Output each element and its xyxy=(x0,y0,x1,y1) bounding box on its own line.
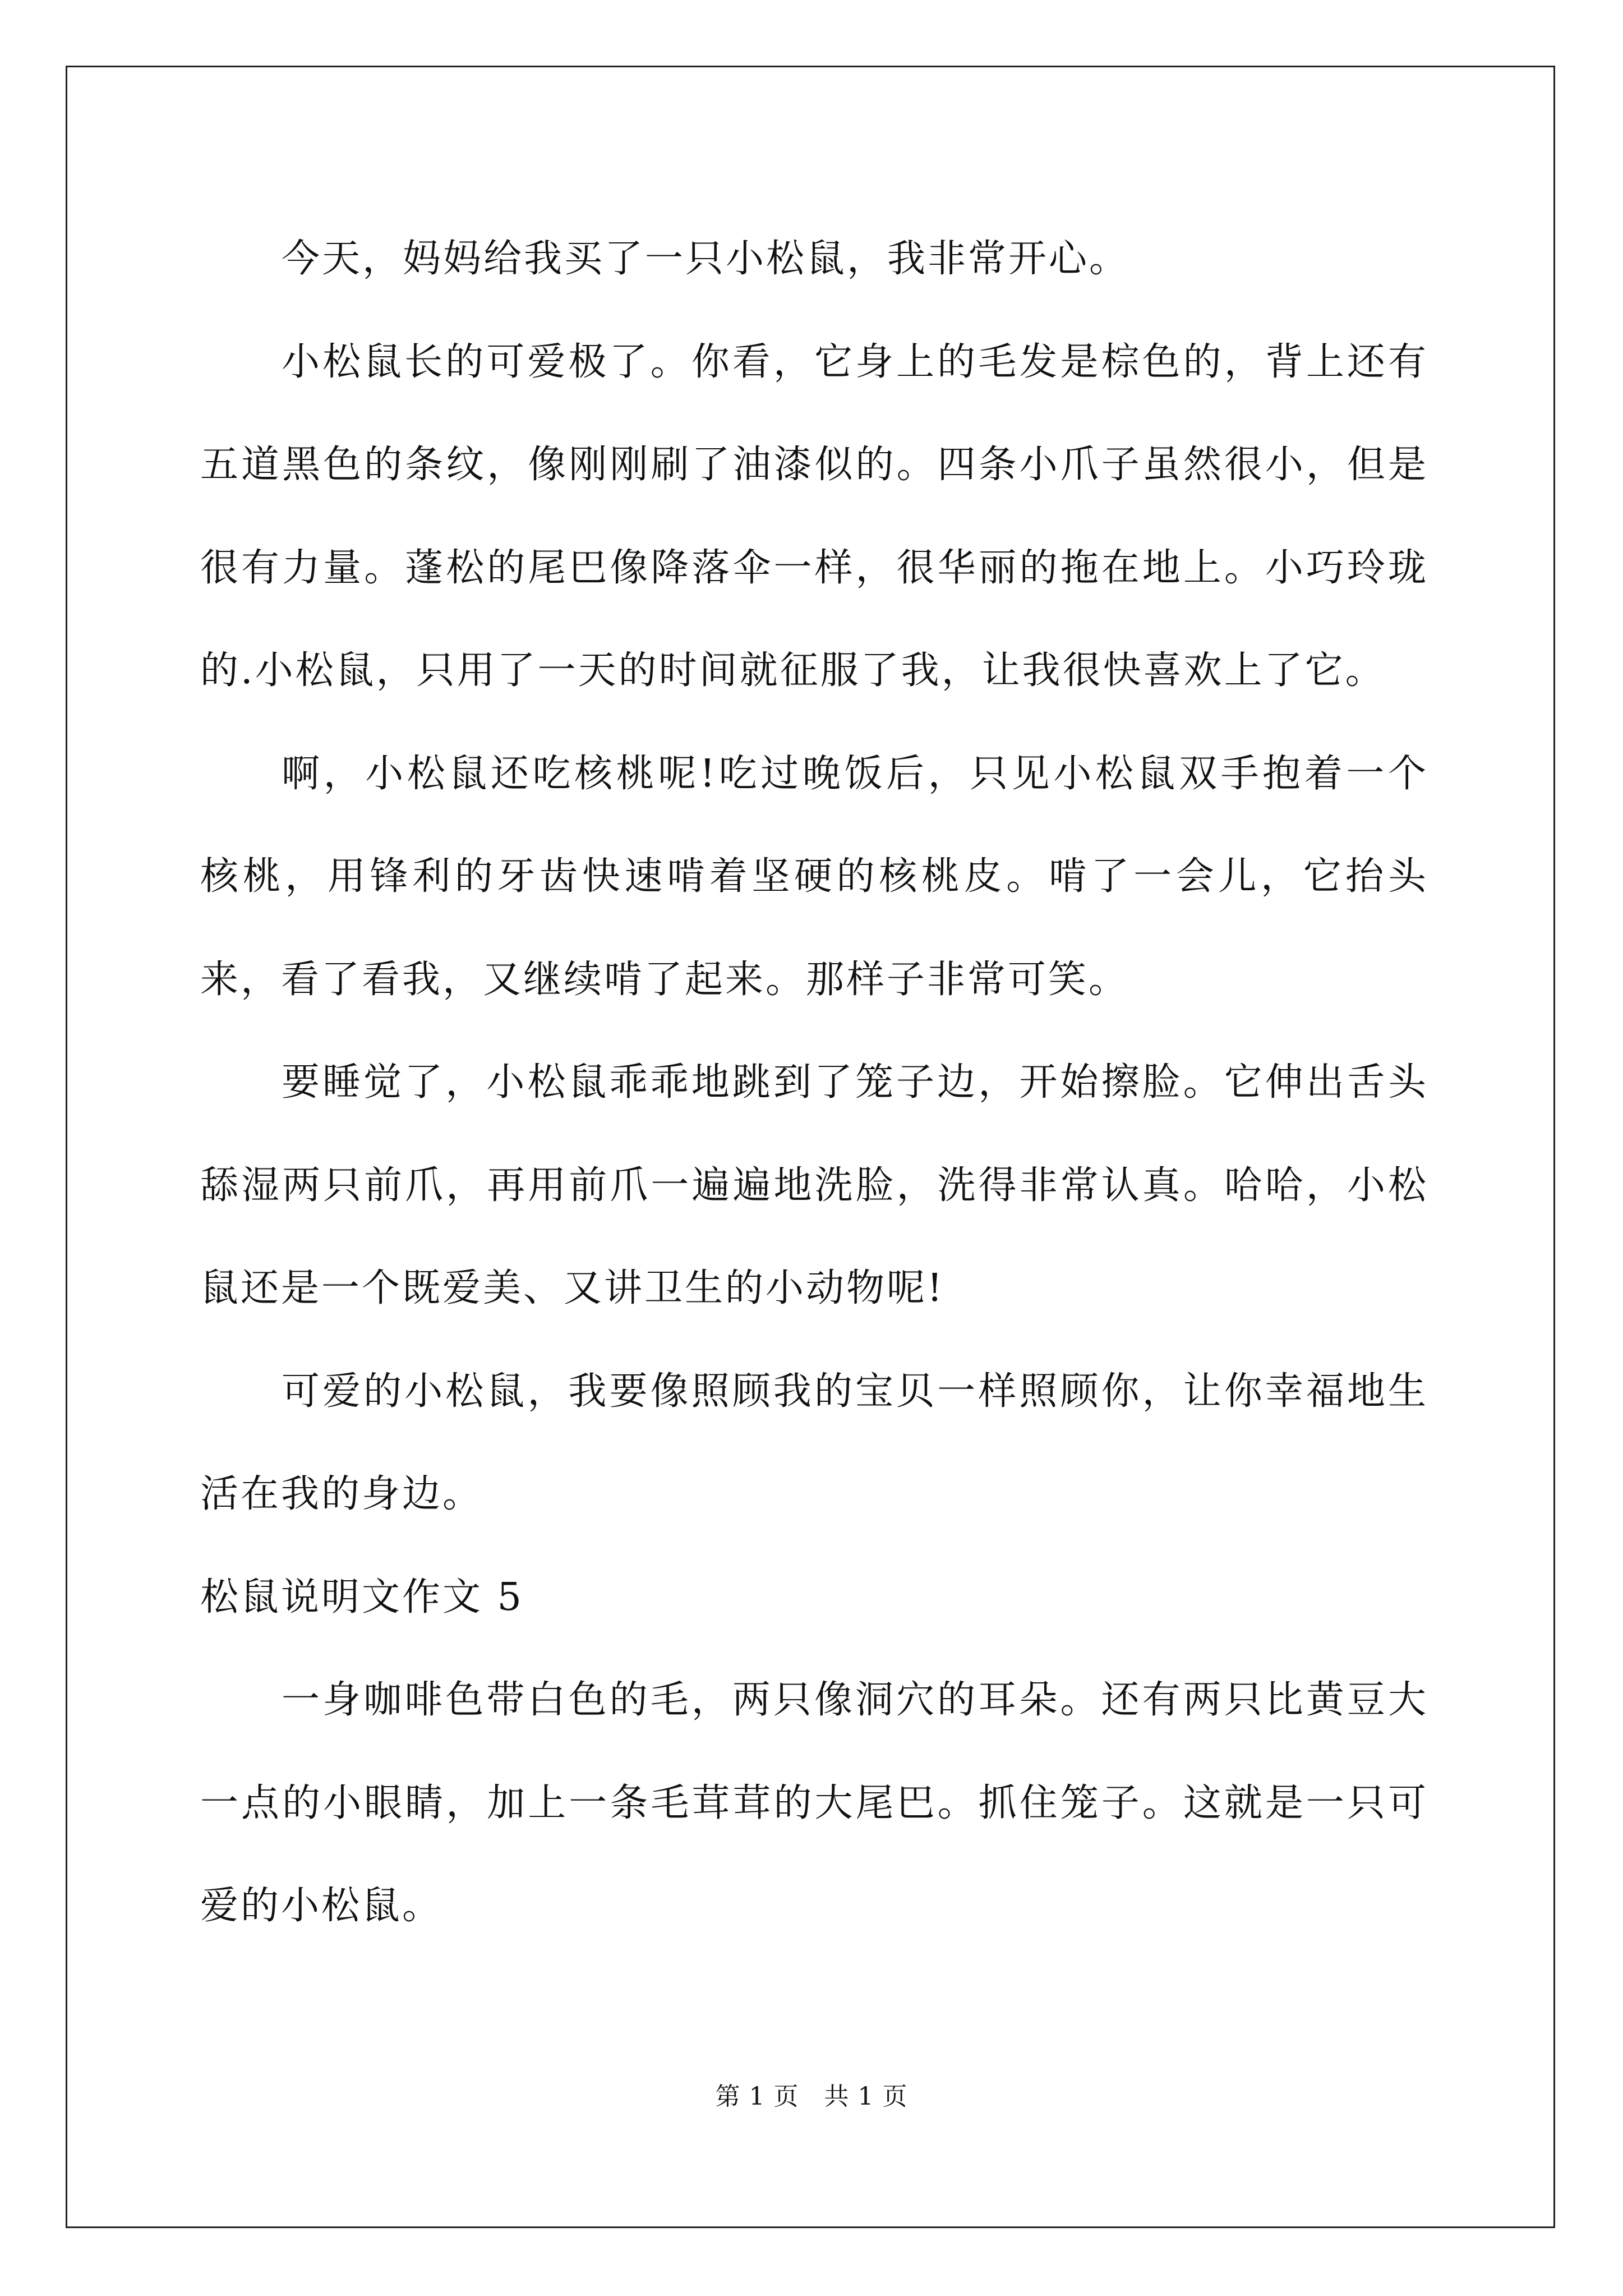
paragraph: 要睡觉了，小松鼠乖乖地跳到了笼子边，开始擦脸。它伸出舌头舔湿两只前爪，再用前爪一遍遍地洗脸，洗得非常认真。哈哈，小松鼠还是一个既爱美、又讲卫生的小动物呢! xyxy=(200,1060,1428,1310)
paragraph: 今天，妈妈给我买了一只小松鼠，我非常开心。 xyxy=(282,237,1130,281)
page-footer: 第 1 页 共 1 页 xyxy=(715,2082,908,2111)
paragraph: 一身咖啡色带白色的毛，两只像洞穴的耳朵。还有两只比黄豆大一点的小眼睛，加上一条毛茸茸的大尾巴。抓住笼子。这就是一只可爱的小松鼠。 xyxy=(200,1678,1428,1928)
paragraph: 小松鼠长的可爱极了。你看，它身上的毛发是棕色的，背上还有五道黑色的条纹，像刚刚刷了油漆似的。四条小爪子虽然很小，但是很有力量。蓬松的尾巴像降落伞一样，很华丽的拖在地上。小巧玲珑的.小松鼠，只用了一天的时间就征服了我，让我很快喜欢上了它。 xyxy=(200,339,1428,693)
section-title: 松鼠说明文作文 5 xyxy=(200,1575,524,1619)
paragraph: 可爱的小松鼠，我要像照顾我的宝贝一样照顾你，让你幸福地生活在我的身边。 xyxy=(200,1369,1428,1516)
paragraph: 啊，小松鼠还吃核桃呢!吃过晚饭后，只见小松鼠双手抱着一个核桃，用锋利的牙齿快速啃着坚硬的核桃皮。啃了一会儿，它抬头来，看了看我，又继续啃了起来。那样子非常可笑。 xyxy=(200,751,1428,1002)
document-body xyxy=(200,208,1428,1958)
